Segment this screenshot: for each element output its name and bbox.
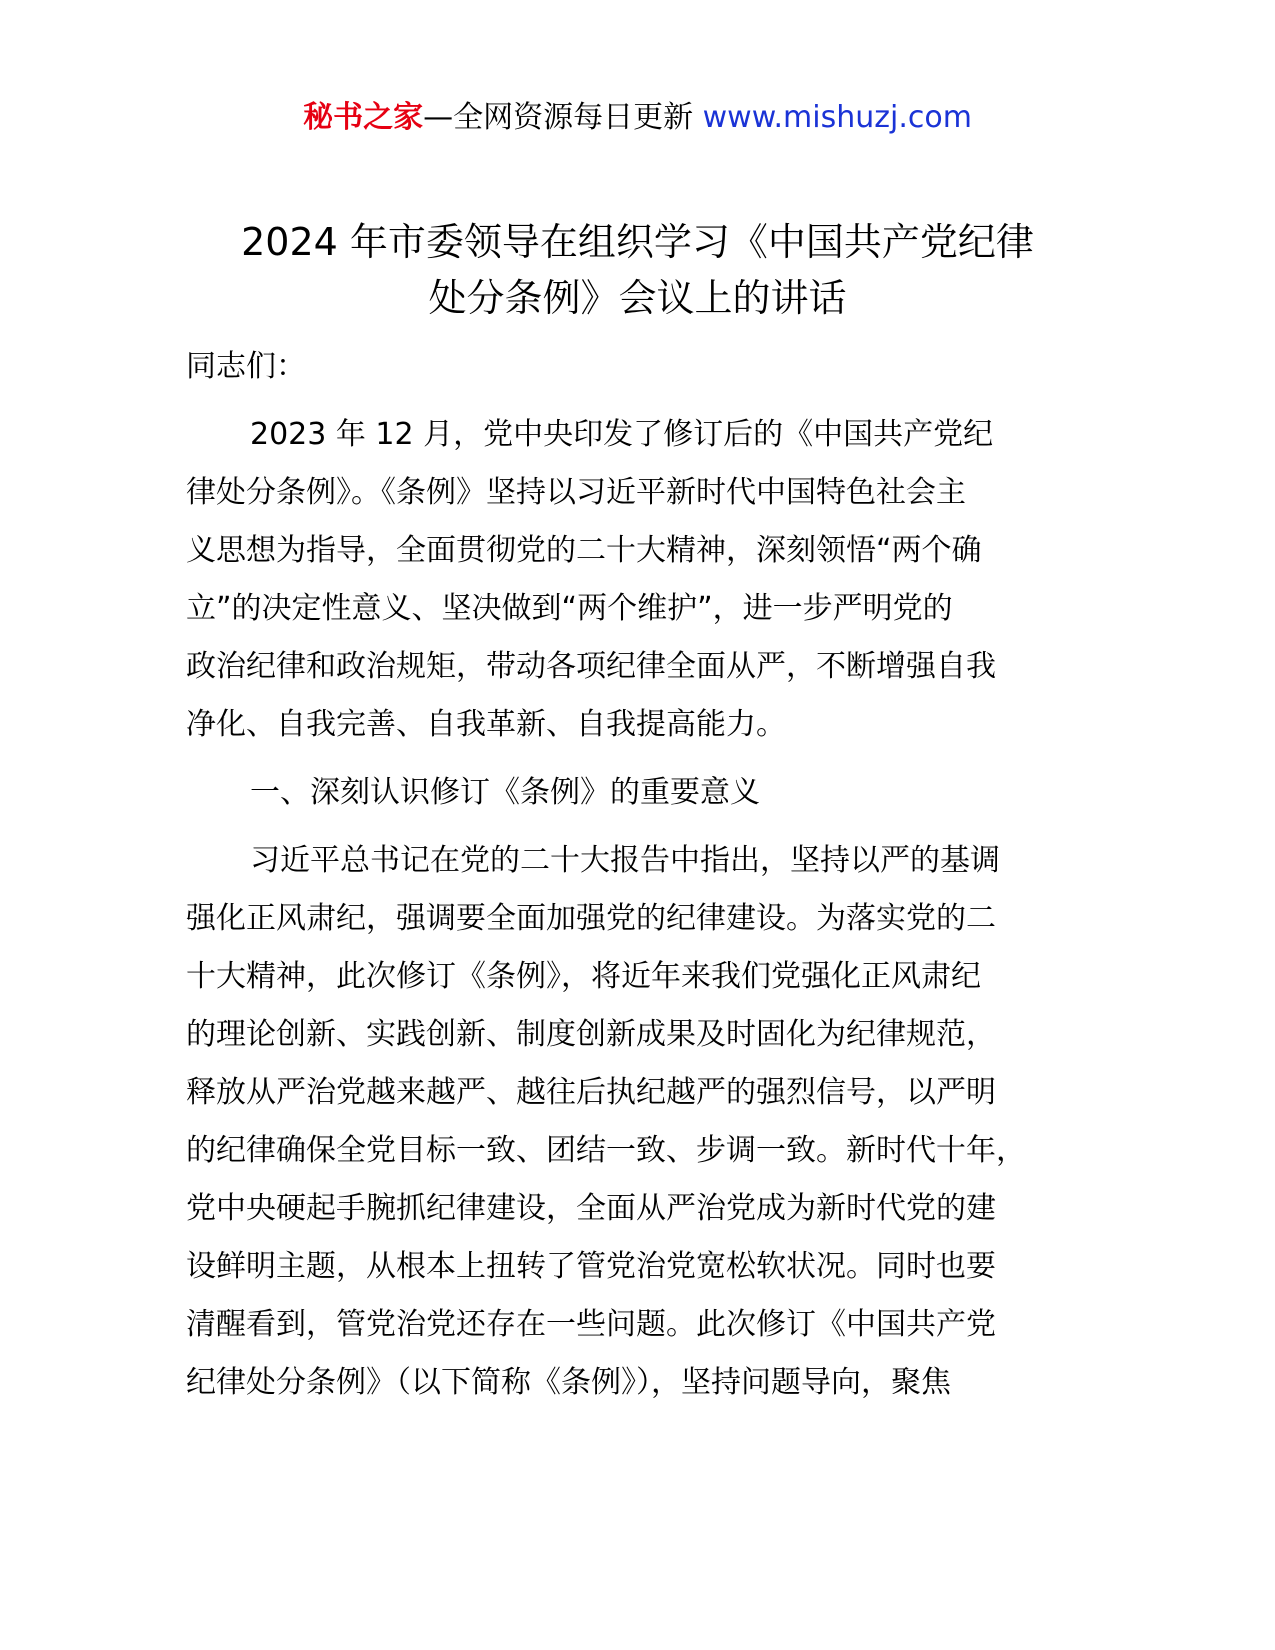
section-heading-1: 一、深刻认识修订《条例》的重要意义 [250, 775, 760, 810]
document-title [150, 214, 1125, 326]
paragraph-2 [186, 832, 1086, 1412]
paragraph-line: 政治纪律和政治规矩，带动各项纪律全面从严，不断增强自我 [186, 649, 996, 684]
paragraph-line: 律处分条例》。《条例》坚持以习近平新时代中国特色社会主 [186, 475, 966, 510]
document-title-line-2: 处分条例》会议上的讲话 [428, 276, 847, 320]
paragraph-line: 纪律处分条例》（以下简称《条例》），坚持问题导向，聚焦 [186, 1365, 951, 1400]
paragraph-line: 净化、自我完善、自我革新、自我提高能力。 [186, 707, 786, 742]
document-body [186, 338, 1086, 1412]
paragraph-1 [186, 406, 1086, 754]
document-title-line-1: 2024 年市委领导在组织学习《中国共产党纪律 [241, 220, 1034, 264]
paragraph-line: 强化正风肃纪，强调要全面加强党的纪律建设。为落实党的二 [186, 901, 996, 936]
paragraph-line: 清醒看到，管党治党还存在一些问题。此次修订《中国共产党 [186, 1307, 996, 1342]
paragraph-line: 义思想为指导，全面贯彻党的二十大精神，深刻领悟“两个确 [186, 533, 982, 568]
paragraph-line: 的纪律确保全党目标一致、团结一致、步调一致。新时代十年， [186, 1133, 1026, 1168]
paragraph-line: 设鲜明主题，从根本上扭转了管党治党宽松软状况。同时也要 [186, 1249, 996, 1284]
paragraph-line: 党中央硬起手腕抓纪律建设，全面从严治党成为新时代党的建 [186, 1191, 996, 1226]
paragraph-line: 立”的决定性意义、坚决做到“两个维护”，进一步严明党的 [186, 591, 953, 626]
paragraph-line: 的理论创新、实践创新、制度创新成果及时固化为纪律规范， [186, 1017, 996, 1052]
site-url-link[interactable]: www.mishuzj.com [702, 100, 972, 135]
paragraph-line: 十大精神，此次修订《条例》，将近年来我们党强化正风肃纪 [186, 959, 981, 994]
site-header [0, 96, 1275, 140]
paragraph-line: 释放从严治党越来越严、越往后执纪越严的强烈信号，以严明 [186, 1075, 996, 1110]
salutation: 同志们： [186, 349, 306, 384]
header-tagline: —全网资源每日更新 [423, 100, 694, 135]
paragraph-line: 习近平总书记在党的二十大报告中指出，坚持以严的基调 [250, 843, 1000, 878]
brand-name: 秘书之家 [303, 100, 424, 135]
paragraph-line: 2023 年 12 月，党中央印发了修订后的《中国共产党纪 [250, 417, 994, 452]
